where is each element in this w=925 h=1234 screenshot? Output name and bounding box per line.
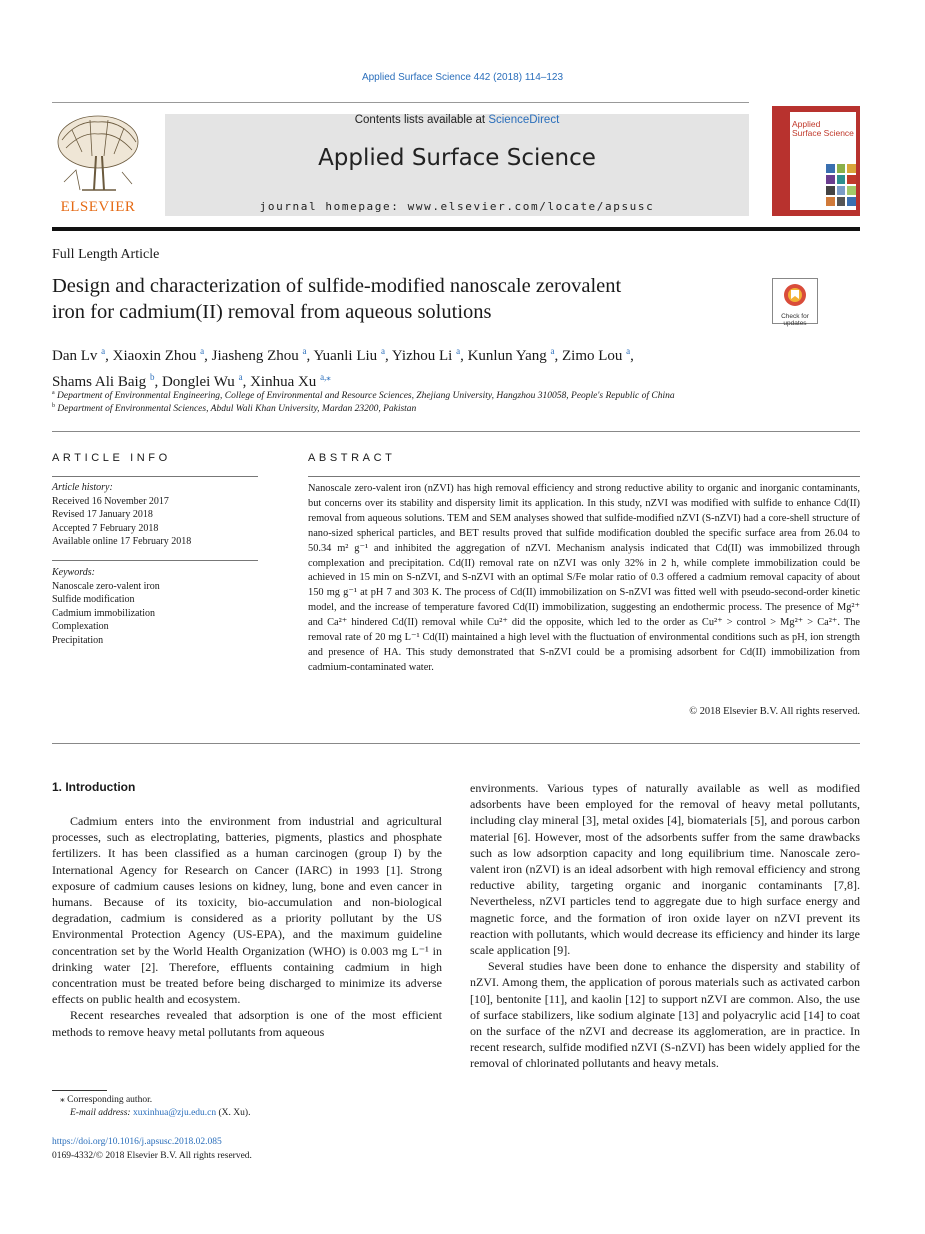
- intro-left-column: [52, 813, 442, 1040]
- journal-reference[interactable]: Applied Surface Science 442 (2018) 114–123: [361, 72, 564, 83]
- abstract-copyright: © 2018 Elsevier B.V. All rights reserved.: [689, 706, 860, 717]
- author[interactable]: Zimo Lou $^a$: [562, 346, 631, 364]
- author-list: Dan Lv $^a$, Xiaoxin Zhou $^a$, Jiasheng Zhou $^a$, Yuanli Liu $^a$, Yizhou Li $^a$, Kunlun Yang $^a$, Zimo Lou $^a$, Shams Ali Baig $^b$, Donglei Wu $^a$, Xinhua Xu $^{a,⁎}$: [52, 346, 634, 390]
- paragraph: environments. Various types of naturally available as well as modified adsorbents have been employed for the removal of heavy metal pollutants, including clay mineral [3], metal oxides [4], biomaterials [5], and porous carbon material [6]. However, most of the adsorbents suffer from the same drawbacks such as low adsorption capacity and long equilibrium time. Nanoscale zero-valent iron (nZVI) is an ideal adsorbent with high removal efficiency and strong reductive ability, targeting organic and inorganic contaminants [7,8]. Nevertheless, nZVI particles tend to aggregate due to high surface energy and magnetic force, and the formation of iron oxide layer on nZVI prevent its reaction with pollutants, which would decrease its efficiency and hinder its large scale application [9].: [470, 781, 860, 958]
- author[interactable]: Dan Lv $^a$: [52, 346, 106, 364]
- author[interactable]: Xiaoxin Zhou $^a$: [112, 346, 205, 364]
- keyword: Sulfide modification: [52, 594, 135, 605]
- section-divider: [52, 743, 860, 744]
- paragraph: Recent researches revealed that adsorption is one of the most efficient methods to remove heavy metal pollutants from aqueous: [52, 1008, 442, 1039]
- article-title: Design and characterization of sulfide-modified nanoscale zerovalent iron for cadmium(II) removal from aqueous solutions: [52, 275, 622, 323]
- header-thick-rule: [52, 227, 860, 231]
- keyword: Complexation: [52, 621, 109, 632]
- keyword: Precipitation: [52, 634, 104, 646]
- abstract-rule: [308, 476, 860, 477]
- issn-line: 0169-4332/© 2018 Elsevier B.V. All rights reserved.: [52, 1151, 252, 1161]
- article-info-rule: [52, 476, 258, 477]
- keyword: Nanoscale zero-valent iron: [52, 580, 160, 592]
- author[interactable]: Xinhua Xu $^{a,⁎}$: [250, 372, 331, 390]
- abstract-text: Nanoscale zero-valent iron (nZVI) has high removal efficiency and strong reductive ability to organic and inorganic contaminants, but concerns over its stability and dispersity limit its application. In this study, nZVI was modified with sulfide to enhance Cd(II) removal from aqueous solutions. TEM and SEM analyses showed that sulfide-modified nZVI (S-nZVI) had a core-shell structure of nano-sized spherical particles, and BET results proved that sulfide modification doubled the specific surface area from 26.04 to 50.34 m² g⁻¹ and inhibited the aggregation of nZVI. Mechanism analysis indicated that Cd(II) was immobilized through complexation and precipitation. Cd(II) removal rate on nZVI was only 32% in 2 h, while complete immobilization could be achieved in 15 min on S-nZVI, and S-nZVI with an optimal S/Fe molar ratio of 0.3 offered a cadmium removal capacity of about 150 mg g⁻¹ at pH 7 and 303 K. The process of Cd(II) immobilization on S-nZVI was fitted well with pseudo-second-order kinetic model, and the increase of temperature favored Cd(II) immobilization, suggesting an endothermic process. The presence of Mg²⁺ and Ca²⁺ hindered Cd(II) removal while Cu²⁺ did the opposite, which led to the order as Cu²⁺ > control > Mg²⁺ > Ca²⁺. The removal rate of 20 mg L⁻¹ Cd(II) maintained a high level with the fluctuation of environmental conditions such as pH, ion strength and presence of HA. This study demonstrated that S-nZVI could be a promising adsorbent for Cd(II) immobilization from cadmium-contaminated water.: [308, 483, 860, 673]
- author[interactable]: Donglei Wu $^a$: [161, 372, 243, 390]
- author[interactable]: Jiasheng Zhou $^a$: [211, 346, 307, 364]
- affiliation: $^a$ Department of Environmental Engineering, College of Environmental and Resource Sciences, Zhejiang University, Hangzhou 310058, People's Republic of China: [52, 390, 675, 402]
- footnote-rule: [52, 1090, 107, 1091]
- keywords: Keywords: Nanoscale zero-valent iron Sulfide modification Cadmium immobilization Complexation Precipitation: [52, 566, 262, 647]
- email-link[interactable]: xuxinhua@zju.edu.cn: [132, 1108, 217, 1118]
- section-heading: 1. Introduction: [52, 780, 136, 794]
- section-divider: [52, 431, 860, 432]
- sciencedirect-link[interactable]: ScienceDirect: [488, 114, 560, 126]
- journal-homepage[interactable]: journal homepage: www.elsevier.com/locate/apsusc: [259, 200, 655, 213]
- author[interactable]: Yizhou Li $^a$: [391, 346, 461, 364]
- crossmark-label: Check for updates: [781, 313, 809, 327]
- cover-title: Applied Surface Science: [792, 119, 854, 138]
- crossmark-badge[interactable]: [772, 278, 818, 327]
- author[interactable]: Kunlun Yang $^a$: [467, 346, 555, 364]
- keyword: Cadmium immobilization: [52, 607, 156, 619]
- contents-prefix: Contents lists available at: [354, 114, 489, 126]
- keywords-rule: [52, 560, 258, 561]
- author[interactable]: Yuanli Liu $^a$: [313, 346, 385, 364]
- email-note: E-mail address: xuxinhua@zju.edu.cn (X. Xu).: [70, 1108, 251, 1118]
- elsevier-wordmark: ELSEVIER: [60, 199, 136, 215]
- intro-right-column: [470, 780, 860, 1072]
- tree-icon: [52, 112, 144, 198]
- author[interactable]: Shams Ali Baig $^b$: [52, 372, 155, 390]
- article-history: Article history: Received 16 November 2017 Revised 17 January 2018 Accepted 7 February 2018 Available online 17 February 2018: [52, 481, 262, 549]
- abstract-heading: ABSTRACT: [308, 452, 396, 464]
- corresponding-author-note: ⁎ Corresponding author.: [60, 1095, 153, 1105]
- article-type: Full Length Article: [52, 247, 160, 262]
- header-divider: [52, 102, 749, 103]
- history-item: Received 16 November 2017: [52, 495, 169, 507]
- history-item: Accepted 7 February 2018: [52, 522, 159, 534]
- paragraph: Cadmium enters into the environment from industrial and agricultural processes, such as electroplating, batteries, pigments, plastics and phosphate fertilizers. It has been classified as a human carcinogen (group I) by the International Agency for Research on Cancer (IARC) in 1993 [1]. Strong exposure of cadmium causes lesions on kidney, lung, bone and even cancer in humans. Because of its toxicity, bio-accumulation and non-biological degradation, cadmium is considered as a priority pollutant by the US Environmental Protection Agency (US-EPA), and the maximum guideline concentration set by the World Health Organization (WHO) is 0.003 mg L⁻¹ in drinking water [2]. Therefore, effluents containing cadmium in high concentration must be treated before being discharged to minimize its adverse effects on public health and ecosystem.: [52, 814, 442, 1007]
- history-item: Available online 17 February 2018: [52, 536, 192, 547]
- cover-image-grid: [826, 164, 856, 206]
- crossmark-icon: [782, 282, 808, 308]
- journal-cover[interactable]: [772, 106, 860, 216]
- history-item: Revised 17 January 2018: [52, 509, 153, 520]
- paragraph: Several studies have been done to enhance the dispersity and stability of nZVI. Among them, the application of porous materials such as activated carbon [10], bentonite [11], and kaolin [12] to support nZVI are common. Also, the use of surface stabilizers, like sodium alginate [13] and polyacrylic acid [14] to coat on the surface of the nZVI and decrease its agglomeration, are in practice. In recent research, sulfide modified nZVI (S-nZVI) has been widely applied for the removal of chlorinated pollutants and heavy metals.: [470, 959, 860, 1071]
- journal-title: Applied Surface Science: [318, 145, 596, 171]
- article-info-heading: ARTICLE INFO: [52, 452, 171, 464]
- affiliation: $^b$ Department of Environmental Sciences, Abdul Wali Khan University, Mardan 23200, Pakistan: [52, 403, 417, 415]
- doi-link[interactable]: https://doi.org/10.1016/j.apsusc.2018.02.085: [52, 1137, 222, 1147]
- contents-line: [165, 114, 749, 126]
